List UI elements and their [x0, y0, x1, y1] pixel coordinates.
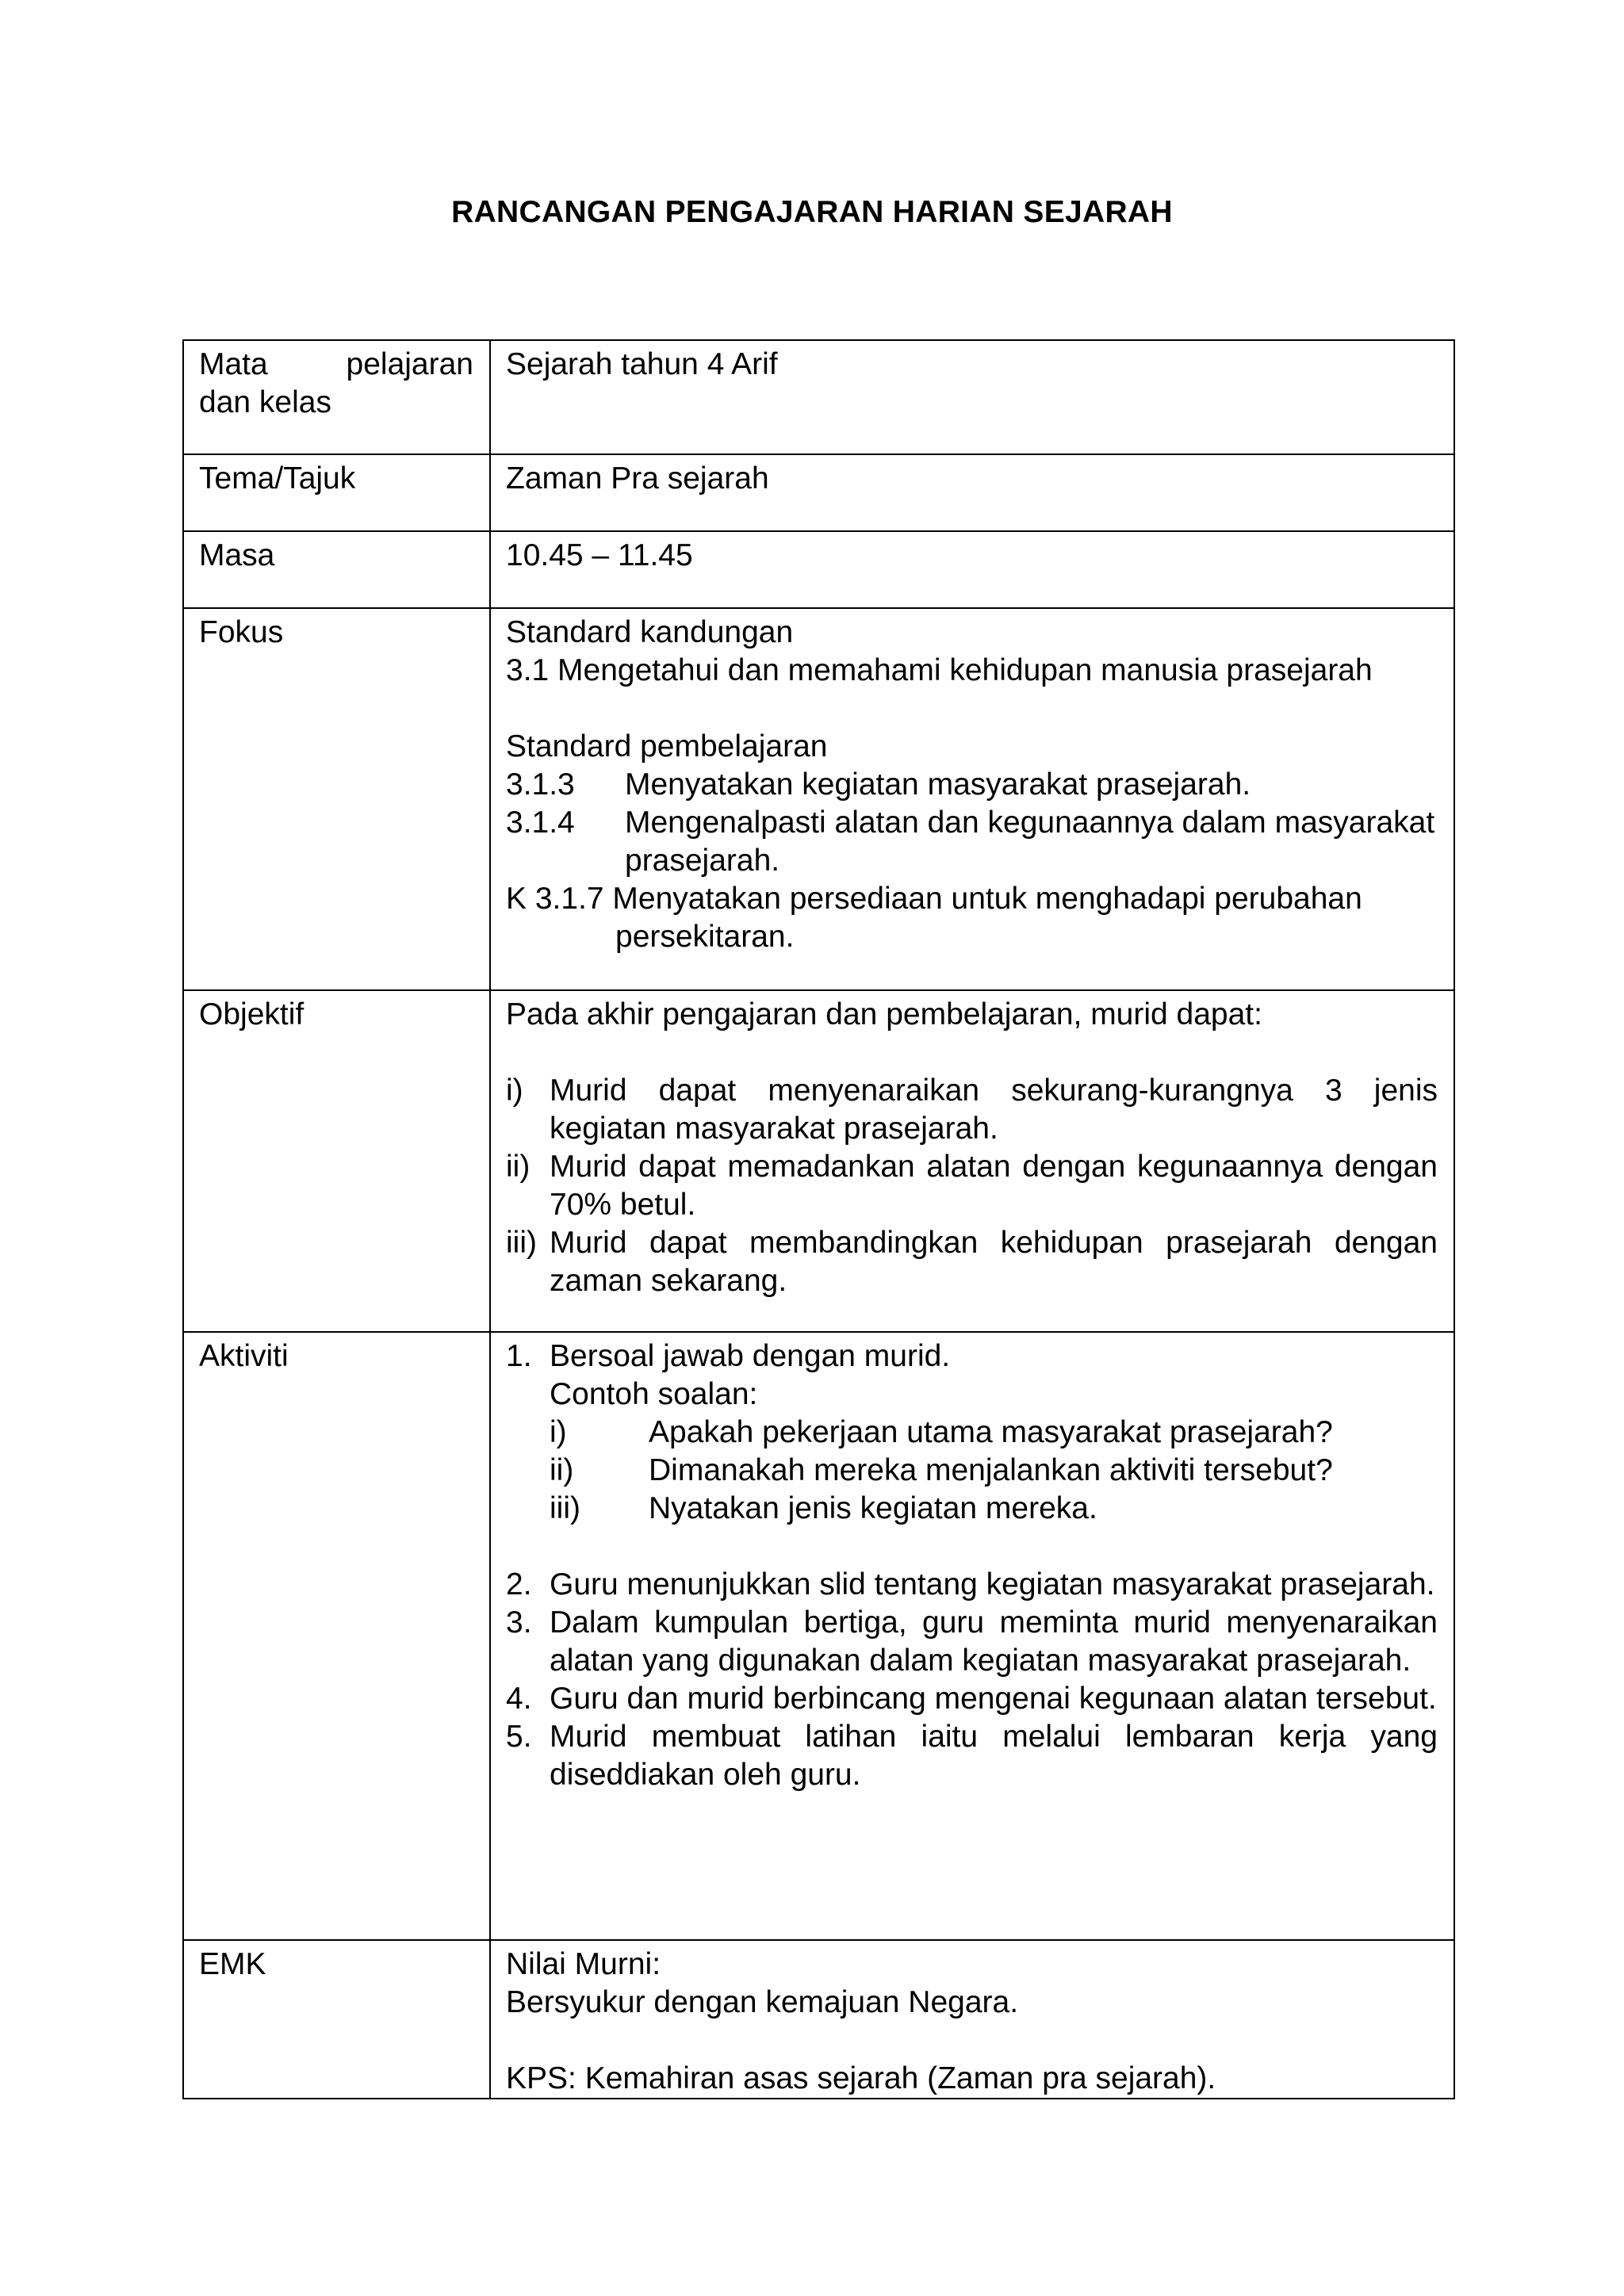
objective-item — [506, 1224, 1438, 1300]
question-item — [506, 1490, 1438, 1528]
values-text: Bersyukur dengan kemajuan Negara. — [506, 1985, 1019, 2019]
learning-standard-text: Mengenalpasti alatan dan kegunaannya dalam masyarakat prasejarah. — [625, 806, 1435, 878]
objective-marker: iii) — [506, 1226, 537, 1260]
value-activity — [490, 1332, 1454, 1940]
row-focus — [183, 608, 1454, 990]
content-standard-heading: Standard kandungan — [506, 615, 794, 649]
value-theme: Zaman Pra sejarah — [490, 454, 1454, 531]
objective-text: Murid dapat membandingkan kehidupan prasejarah dengan zaman sekarang. — [550, 1226, 1438, 1298]
activity-item — [506, 1680, 1438, 1718]
activity-item — [506, 1604, 1438, 1680]
learning-standard-code: 3.1.4 — [506, 806, 575, 840]
label-activity: Aktiviti — [183, 1332, 490, 1940]
k-standard-line1: K 3.1.7 Menyatakan persediaan untuk menghadapi perubahan — [506, 882, 1362, 916]
question-marker: iii) — [550, 1491, 580, 1525]
content-standard: 3.1 Mengetahui dan memahami kehidupan manusia prasejarah — [506, 653, 1373, 687]
document-title: RANCANGAN PENGAJARAN HARIAN SEJARAH — [451, 195, 1173, 229]
label-subject-word1: Mata — [199, 347, 268, 381]
k-standard-line2: persekitaran. — [615, 920, 795, 954]
question-text: Nyatakan jenis kegiatan mereka. — [649, 1491, 1097, 1525]
row-theme — [183, 454, 1454, 531]
objective-item — [506, 1148, 1438, 1224]
label-subject-line2: dan kelas — [199, 385, 331, 419]
label-emk: EMK — [183, 1940, 490, 2099]
objective-marker: i) — [506, 1073, 523, 1108]
activity-item — [506, 1337, 1438, 1376]
label-subject — [183, 340, 490, 454]
value-focus — [490, 608, 1454, 990]
question-marker: i) — [550, 1415, 567, 1449]
label-time: Masa — [183, 531, 490, 608]
value-emk — [490, 1940, 1454, 2099]
activity-text: Murid membuat latihan iaitu melalui lembaran kerja yang diseddiakan oleh guru. — [550, 1720, 1438, 1792]
learning-standard-heading: Standard pembelajaran — [506, 729, 828, 763]
activity-item — [506, 1566, 1438, 1604]
label-focus: Fokus — [183, 608, 490, 990]
values-heading: Nilai Murni: — [506, 1947, 661, 1981]
question-marker: ii) — [550, 1453, 574, 1487]
objective-marker: ii) — [506, 1150, 530, 1184]
row-subject — [183, 340, 1454, 454]
value-time: 10.45 – 11.45 — [490, 531, 1454, 608]
activity-text: Dalam kumpulan bertiga, guru meminta murid menyenaraikan alatan yang digunakan dalam kegiatan masyarakat prasejarah. — [550, 1605, 1438, 1678]
learning-standard-code: 3.1.3 — [506, 767, 575, 802]
value-subject: Sejarah tahun 4 Arif — [490, 340, 1454, 454]
row-emk — [183, 1940, 1454, 2099]
activity-text: Guru dan murid berbincang mengenai kegunaan alatan tersebut. — [550, 1682, 1437, 1716]
row-time — [183, 531, 1454, 608]
learning-standard-text: Menyatakan kegiatan masyarakat prasejarah. — [625, 767, 1251, 802]
learning-standard-item — [506, 804, 1438, 880]
label-theme: Tema/Tajuk — [183, 454, 490, 531]
row-activity — [183, 1332, 1454, 1940]
activity-marker: 2. — [506, 1567, 532, 1601]
label-subject-word2: pelajaran — [346, 347, 473, 381]
question-text: Apakah pekerjaan utama masyarakat prasejarah? — [649, 1415, 1333, 1449]
activity-marker: 1. — [506, 1339, 532, 1373]
label-objective: Objektif — [183, 990, 490, 1332]
activity-item — [506, 1718, 1438, 1794]
objective-text: Murid dapat memadankan alatan dengan kegunaannya dengan 70% betul. — [550, 1150, 1438, 1222]
objective-text: Murid dapat menyenaraikan sekurang-kurangnya 3 jenis kegiatan masyarakat prasejarah. — [550, 1073, 1438, 1146]
activity-marker: 5. — [506, 1720, 532, 1754]
questions-heading: Contoh soalan: — [550, 1377, 758, 1411]
question-item — [506, 1452, 1438, 1490]
activity-text: Guru menunjukkan slid tentang kegiatan masyarakat prasejarah. — [550, 1567, 1435, 1601]
question-item — [506, 1414, 1438, 1452]
row-objective — [183, 990, 1454, 1332]
objective-intro: Pada akhir pengajaran dan pembelajaran, murid dapat: — [506, 997, 1262, 1031]
learning-standard-item — [506, 766, 1438, 804]
activity-marker: 3. — [506, 1605, 532, 1640]
activity-marker: 4. — [506, 1682, 532, 1716]
lesson-plan-table — [182, 339, 1455, 2099]
activity-text: Bersoal jawab dengan murid. — [550, 1339, 951, 1373]
objective-item — [506, 1072, 1438, 1148]
kps-text: KPS: Kemahiran asas sejarah (Zaman pra sejarah). — [506, 2061, 1216, 2095]
question-text: Dimanakah mereka menjalankan aktiviti tersebut? — [649, 1453, 1333, 1487]
value-objective — [490, 990, 1454, 1332]
